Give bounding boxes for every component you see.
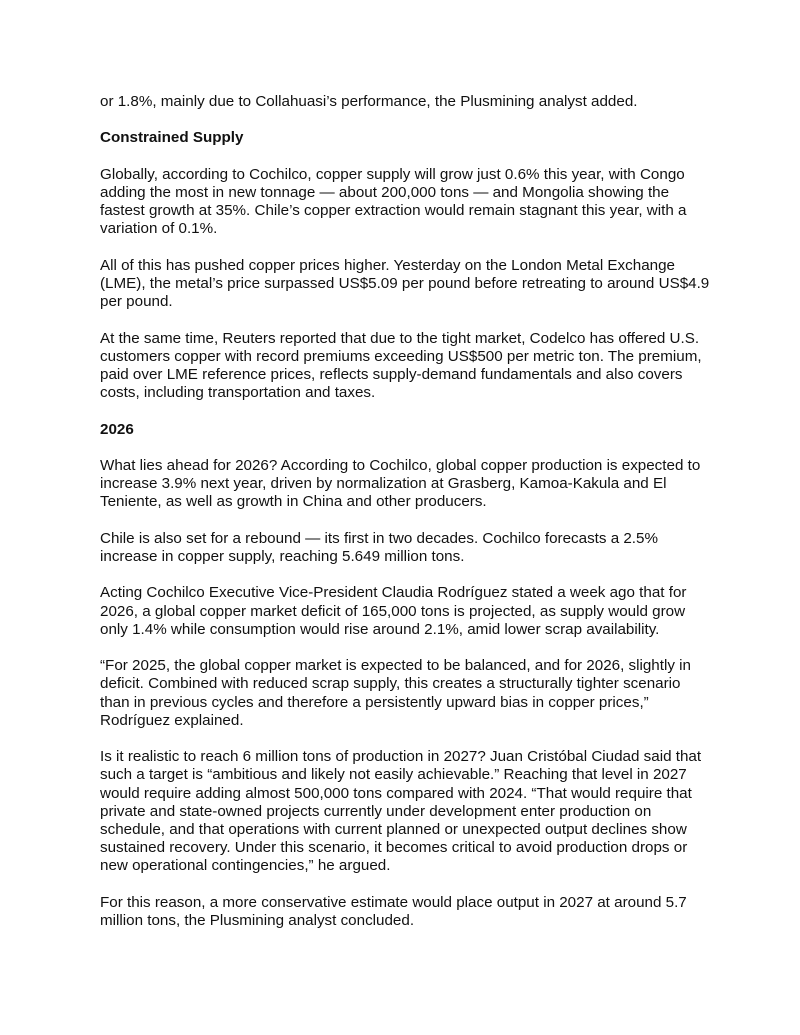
- document-page: [100, 93, 710, 948]
- paragraph-chile-rebound: Chile is also set for a rebound — its first in two decades. Cochilco forecasts a 2.5% increase in copper supply, reaching 5.649 million tons.: [100, 529, 658, 565]
- paragraph-codelco-premiums: At the same time, Reuters reported that due to the tight market, Codelco has offered U.S. customers copper with record premiums exceeding US$500 per metric ton. The premium, paid over LME reference prices, reflects supply-demand fundamentals and also covers costs, including transportation and taxes.: [100, 329, 702, 402]
- paragraph-market-deficit: Acting Cochilco Executive Vice-President Claudia Rodríguez stated a week ago that for 2026, a global copper market deficit of 165,000 tons is projected, as supply would grow only 1.4% while consumption would rise around 2.1%, amid lower scrap availability.: [100, 584, 687, 638]
- paragraph-rodriguez-quote: “For 2025, the global copper market is expected to be balanced, and for 2026, slightly in deficit. Combined with reduced scrap supply, this creates a structurally tighter scenario than in previous cycles and therefore a persistently upward bias in copper prices,” Rodríguez explained.: [100, 657, 691, 729]
- paragraph-lme-prices: All of this has pushed copper prices higher. Yesterday on the London Metal Exchange (LME), the metal’s price surpassed US$5.09 per pound before retreating to around US$4.9 per pound.: [100, 256, 710, 311]
- paragraph-conservative-estimate: For this reason, a more conservative estimate would place output in 2027 at around 5.7 million tons, the Plusmining analyst concluded.: [100, 893, 687, 929]
- heading-2026: 2026: [100, 420, 134, 438]
- paragraph-collahuasi: or 1.8%, mainly due to Collahuasi’s performance, the Plusmining analyst added.: [100, 93, 638, 110]
- paragraph-2027-target: Is it realistic to reach 6 million tons of production in 2027? Juan Cristóbal Ciudad said that such a target is “ambitious and likely not easily achievable.” Reaching that level in 2027 would require adding almost 500,000 tons compared with 2024. “That would require that private and state-owned projects currently under development enter production on schedule, and that operations with current planned or unexpected output declines show sustained recovery. Under this scenario, it becomes critical to avoid production drops or new operational contingencies,” he argued.: [100, 748, 702, 875]
- heading-constrained-supply: Constrained Supply: [100, 129, 244, 147]
- paragraph-global-supply: Globally, according to Cochilco, copper supply will grow just 0.6% this year, with Congo adding the most in new tonnage — about 200,000 tons — and Mongolia showing the fastest growth at 35%. Chile’s copper extraction would remain stagnant this year, with a variation of 0.1%.: [100, 165, 687, 238]
- paragraph-2026-outlook: What lies ahead for 2026? According to Cochilco, global copper production is expected to increase 3.9% next year, driven by normalization at Grasberg, Kamoa-Kakula and El Teniente, as well as growth in China and other producers.: [100, 456, 701, 511]
